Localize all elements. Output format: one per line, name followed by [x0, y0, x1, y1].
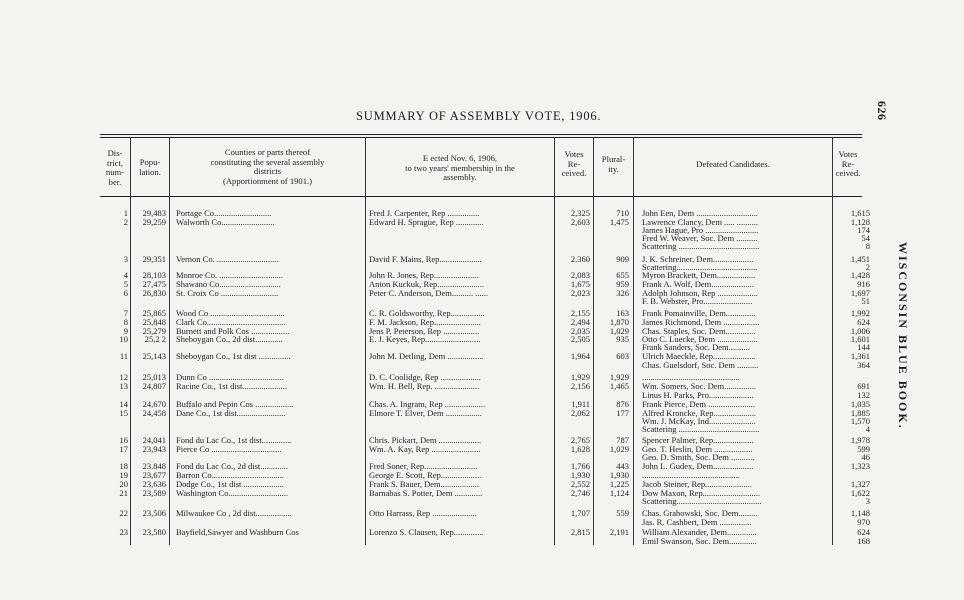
defeated-votes-cell: 54 — [861, 233, 870, 243]
defeated-candidate-cell: .............................................. — [642, 372, 740, 382]
elected-candidate-cell: Elmore T. Elver, Dem ................. — [369, 408, 482, 418]
district-cell: 4 — [123, 270, 128, 280]
votes-received-cell: 1,929 — [570, 372, 590, 382]
defeated-candidate-cell: James Richmond, Dem ................. — [642, 317, 760, 327]
district-cell: 22 — [119, 508, 128, 518]
defeated-candidate-cell: William Alexander, Dem.............. — [642, 527, 757, 537]
votes-received-cell: 1,628 — [570, 444, 590, 454]
defeated-votes-cell: 1,327 — [850, 479, 870, 489]
population-cell: 24,807 — [142, 381, 166, 391]
county-cell: Dane Co., 1st dist....................... — [176, 408, 286, 418]
defeated-votes-cell: 144 — [857, 342, 870, 352]
defeated-candidate-cell: Geo. T. Heslin, Dem .................. — [642, 444, 753, 454]
defeated-votes-cell: 624 — [857, 527, 870, 537]
defeated-votes-cell: 1,697 — [850, 288, 870, 298]
defeated-candidate-cell: Frank A. Wolf, Dem.................... — [642, 279, 754, 289]
plurality-cell: 935 — [616, 334, 629, 344]
plurality-cell: 1,029 — [609, 326, 629, 336]
plurality-cell: 1,475 — [609, 217, 629, 227]
district-cell: 8 — [123, 317, 128, 327]
votes-received-cell: 2,765 — [570, 435, 590, 445]
district-cell: 20 — [119, 479, 128, 489]
defeated-votes-cell: 1,006 — [850, 326, 870, 336]
defeated-candidate-cell: John Een, Dem ............................. — [642, 208, 758, 218]
district-cell: 16 — [119, 435, 128, 445]
county-cell: Dunn Co ................................... — [176, 372, 284, 382]
defeated-candidate-cell: Frank Pomainville, Dem.............. — [642, 308, 756, 318]
defeated-candidate-cell: Linus H. Parks, Pro..................... — [642, 390, 754, 400]
votes-received-cell: 2,325 — [570, 208, 590, 218]
plurality-cell: 787 — [616, 435, 629, 445]
header-elected: E ected Nov. 6, 1906, to two years' membership in the assembly. — [405, 153, 515, 182]
plurality-cell: 1,870 — [609, 317, 629, 327]
county-cell: St. Croix Co ........................... — [176, 288, 279, 298]
plurality-cell: 1,465 — [609, 381, 629, 391]
plurality-cell: 443 — [616, 461, 629, 471]
votes-received-cell: 2,746 — [570, 488, 590, 498]
district-cell: 12 — [119, 372, 128, 382]
population-cell: 25,143 — [142, 351, 166, 361]
elected-candidate-cell: Jens P. Peterson, Rep ................. — [369, 326, 480, 336]
population-cell: 23,580 — [142, 527, 166, 537]
votes-received-cell: 2,035 — [570, 326, 590, 336]
top-rule-inner — [100, 137, 862, 138]
header-population: Popu- lation. — [139, 157, 161, 177]
table-row — [0, 296, 964, 306]
defeated-candidate-cell: Scattering ...................................... — [642, 241, 760, 251]
county-cell: Monroe Co. .............................. — [176, 270, 283, 280]
header-votes-received-defeated: Votes Re- ceived. — [835, 149, 861, 178]
county-cell: Walworth Co......................... — [176, 217, 275, 227]
table-row — [0, 424, 964, 434]
defeated-candidate-cell: Emil Swanson, Soc. Dem............. — [642, 536, 757, 546]
district-cell: 21 — [119, 488, 128, 498]
defeated-votes-cell: 916 — [857, 279, 870, 289]
defeated-candidate-cell: Wm. J. McKay, Ind...................... — [642, 416, 756, 426]
votes-received-cell: 1,675 — [570, 279, 590, 289]
elected-candidate-cell: John R. Jones, Rep..................... — [369, 270, 479, 280]
plurality-cell: 876 — [616, 399, 629, 409]
votes-received-cell: 1,911 — [571, 399, 590, 409]
plurality-cell: 163 — [616, 308, 629, 318]
votes-received-cell: 2,552 — [570, 479, 590, 489]
defeated-candidate-cell: Frank Pierce, Dem ...................... — [642, 399, 755, 409]
defeated-candidate-cell: Geo. D. Smith, Soc. Dem ........... — [642, 452, 755, 462]
county-cell: Barron Co.................................. — [176, 470, 284, 480]
votes-received-cell: 2,505 — [570, 334, 590, 344]
top-rule — [100, 134, 862, 135]
page-title: SUMMARY OF ASSEMBLY VOTE, 1906. — [356, 109, 602, 123]
county-cell: Pierce Co ................................. — [176, 444, 282, 454]
defeated-votes-cell: 1,128 — [850, 217, 870, 227]
county-cell: Wood Co ................................... — [176, 308, 285, 318]
county-cell: Vernon Co. ............................. — [176, 254, 279, 264]
county-cell: Buffalo and Pepin Cos .................. — [176, 399, 294, 409]
county-cell: Portage Co........................... — [176, 208, 272, 218]
defeated-candidate-cell: Fred W. Weaver, Soc. Dem .......... — [642, 233, 758, 243]
population-cell: 25,848 — [142, 317, 166, 327]
elected-candidate-cell: Frank S. Bauer, Dem.................. — [369, 479, 479, 489]
elected-candidate-cell: Otto Harrass, Rep ..................... — [369, 508, 477, 518]
defeated-candidate-cell: Adolph Johnson, Rep ................... — [642, 288, 758, 298]
defeated-candidate-cell: Jas. R. Cashbert, Dem ............... — [642, 517, 752, 527]
defeated-candidate-cell: F. B. Webster, Pro....................... — [642, 296, 753, 306]
population-cell: 23,677 — [142, 470, 166, 480]
population-cell: 25,279 — [142, 326, 166, 336]
county-cell: Fond du Lac Co., 2d dist............. — [176, 461, 288, 471]
elected-candidate-cell: Wm. H. Bell, Rep. ..................... — [369, 381, 480, 391]
county-cell: Clark Co..................................... — [176, 317, 286, 327]
table-row — [0, 241, 964, 251]
defeated-votes-cell: 4 — [865, 424, 870, 434]
plurality-cell: 1,225 — [609, 479, 629, 489]
population-cell: 28,103 — [142, 270, 166, 280]
plurality-cell: 1,029 — [609, 444, 629, 454]
district-cell: 1 — [123, 208, 128, 218]
elected-candidate-cell: Wm. A. Kay, Rep ....................... — [369, 444, 481, 454]
plurality-cell: 326 — [616, 288, 629, 298]
votes-received-cell: 1,707 — [570, 508, 590, 518]
population-cell: 26,830 — [142, 288, 166, 298]
population-cell: 29,483 — [142, 208, 166, 218]
votes-received-cell: 2.360 — [570, 254, 590, 264]
defeated-votes-cell: 364 — [857, 360, 870, 370]
population-cell: 24,670 — [142, 399, 166, 409]
votes-received-cell: 2,062 — [570, 408, 590, 418]
population-cell: 25,865 — [142, 308, 166, 318]
district-cell: 18 — [119, 461, 128, 471]
plurality-cell: 655 — [616, 270, 629, 280]
county-cell: Racine Co., 1st dist..................... — [176, 381, 287, 391]
district-cell: 14 — [119, 399, 128, 409]
defeated-votes-cell: 168 — [857, 536, 870, 546]
population-cell: 25,2 2 — [144, 334, 166, 344]
defeated-votes-cell: 1,035 — [850, 399, 870, 409]
defeated-votes-cell: 8 — [865, 241, 870, 251]
elected-candidate-cell: Anton Kuckuk, Rep...................... — [369, 279, 484, 289]
defeated-votes-cell: 174 — [857, 225, 870, 235]
elected-candidate-cell: Fred Soner, Rep......................... — [369, 461, 478, 471]
defeated-candidate-cell: John L. Gudex, Dem................... — [642, 461, 754, 471]
table-row — [0, 360, 964, 370]
plurality-cell: 1,930 — [609, 470, 629, 480]
header-defeated: Defeated Candidates. — [696, 159, 770, 169]
elected-candidate-cell: F. M. Jackson, Rep...................... — [369, 317, 481, 327]
population-cell: 29,259 — [142, 217, 166, 227]
county-cell: Fond du Lac Co., 1st dist.............. — [176, 435, 292, 445]
defeated-votes-cell: 1,978 — [850, 435, 870, 445]
votes-received-cell: 2,815 — [570, 527, 590, 537]
county-cell: Milwaukee Co , 2d dist................. — [176, 508, 292, 518]
defeated-candidate-cell: James Hague, Pro ......................... — [642, 225, 759, 235]
elected-candidate-cell: E. J. Keyes, Rep.......................... — [369, 334, 481, 344]
district-cell: 17 — [119, 444, 128, 454]
plurality-cell: 559 — [616, 508, 629, 518]
defeated-votes-cell: 970 — [857, 517, 870, 527]
elected-candidate-cell: George E. Scott, Rep................... — [369, 470, 482, 480]
defeated-votes-cell: 1,601 — [850, 334, 870, 344]
district-cell: 19 — [119, 470, 128, 480]
votes-received-cell: 2,023 — [570, 288, 590, 298]
defeated-votes-cell: 1,323 — [850, 461, 870, 471]
table-row — [0, 496, 964, 506]
defeated-candidate-cell: .............................................. — [642, 470, 740, 480]
defeated-votes-cell: 691 — [857, 381, 870, 391]
defeated-votes-cell: 2 — [865, 262, 870, 272]
defeated-candidate-cell: Scattering...................................... — [642, 262, 758, 272]
votes-received-cell: 2,494 — [570, 317, 590, 327]
defeated-votes-cell: 46 — [861, 452, 870, 462]
plurality-cell: 959 — [616, 279, 629, 289]
county-cell: Shawano Co............................. — [176, 279, 281, 289]
defeated-votes-cell: 3 — [865, 496, 870, 506]
header-votes-received: Votes Re- ceived. — [561, 149, 587, 178]
population-cell: 23,636 — [142, 479, 166, 489]
plurality-cell: 710 — [616, 208, 629, 218]
defeated-votes-cell: 1,428 — [850, 270, 870, 280]
population-cell: 23,589 — [142, 488, 166, 498]
votes-received-cell: 2,156 — [570, 381, 590, 391]
county-cell: Sheboygan Co., 2d dist............. — [176, 334, 283, 344]
defeated-candidate-cell: Spencer Palmer, Rep................... — [642, 435, 754, 445]
elected-candidate-cell: Chris. Pickart, Dem .................... — [369, 435, 482, 445]
population-cell: 29,351 — [142, 254, 166, 264]
votes-received-cell: 1,766 — [570, 461, 590, 471]
elected-candidate-cell: C. R. Goldsworthy, Rep................ — [369, 308, 485, 318]
district-cell: 10 — [119, 334, 128, 344]
defeated-votes-cell: 51 — [861, 296, 870, 306]
population-cell: 25,013 — [142, 372, 166, 382]
header-rule — [100, 196, 862, 197]
header-counties: Counties or parts thereof constituting the several assembly districts (Apportionment of 1901.) — [210, 147, 325, 186]
elected-candidate-cell: Fred J. Carpenter, Rep ............... — [369, 208, 480, 218]
defeated-votes-cell: 1,992 — [850, 308, 870, 318]
district-cell: 23 — [119, 527, 128, 537]
district-cell: 5 — [123, 279, 128, 289]
defeated-candidate-cell: J. K. Schreiner, Dem................... — [642, 254, 754, 264]
plurality-cell: 1,929 — [609, 372, 629, 382]
district-cell: 2 — [123, 217, 128, 227]
district-cell: 9 — [123, 326, 128, 336]
population-cell: 23,943 — [142, 444, 166, 454]
plurality-cell: 603 — [616, 351, 629, 361]
defeated-candidate-cell: Jacob Steiner, Rep...................... — [642, 479, 752, 489]
defeated-votes-cell: 1,451 — [850, 254, 870, 264]
defeated-candidate-cell: Frank Sanders, Soc. Dem.......... — [642, 342, 750, 352]
population-cell: 23,506 — [142, 508, 166, 518]
defeated-candidate-cell: Chas. Guelsdorf, Soc. Dem .......... — [642, 360, 759, 370]
defeated-votes-cell: 1,570 — [850, 416, 870, 426]
defeated-candidate-cell: Wm. Somers, Soc. Dem............... — [642, 381, 757, 391]
defeated-candidate-cell: Lawrence Clancy, Dem ..... .......... — [642, 217, 759, 227]
defeated-candidate-cell: Scattering ...................................... — [642, 424, 760, 434]
defeated-candidate-cell: Dow Maxon, Rep........................... — [642, 488, 761, 498]
county-cell: Bayfield,Sawyer and Washburn Cos — [176, 527, 299, 537]
votes-received-cell: 2,155 — [570, 308, 590, 318]
population-cell: 27,475 — [142, 279, 166, 289]
header-plurality: Plural- ity. — [601, 154, 626, 174]
population-cell: 24,458 — [142, 408, 166, 418]
elected-candidate-cell: David F. Mains, Rep.................... — [369, 254, 482, 264]
defeated-votes-cell: 624 — [857, 317, 870, 327]
defeated-candidate-cell: Myron Brackett, Dem.................. — [642, 270, 756, 280]
defeated-votes-cell: 1,885 — [850, 408, 870, 418]
elected-candidate-cell: Barnabas S. Potter, Dem ............. — [369, 488, 483, 498]
population-cell: 23.848 — [142, 461, 166, 471]
defeated-candidate-cell: Scattering........................................ — [642, 496, 762, 506]
district-cell: 6 — [123, 288, 128, 298]
county-cell: Burnett and Polk Cos .................. — [176, 326, 290, 336]
district-cell: 13 — [119, 381, 128, 391]
defeated-votes-cell: 132 — [857, 390, 870, 400]
plurality-cell: 909 — [616, 254, 629, 264]
elected-candidate-cell: Edward H. Sprague, Rep ............. — [369, 217, 484, 227]
header-district: Dis- trict, num- ber. — [105, 148, 125, 187]
votes-received-cell: 2,083 — [570, 270, 590, 280]
district-cell: 11 — [119, 351, 128, 361]
defeated-votes-cell: 1,148 — [850, 508, 870, 518]
defeated-votes-cell: 1,615 — [850, 208, 870, 218]
defeated-candidate-cell: Chas. Grabowski, Soc. Dem......... — [642, 508, 758, 518]
defeated-votes-cell: 1,361 — [850, 351, 870, 361]
defeated-votes-cell: 599 — [857, 444, 870, 454]
elected-candidate-cell: Peter C. Anderson, Dem.......... ...... — [369, 288, 488, 298]
defeated-candidate-cell: Ulrich Maeckle, Rep.................... — [642, 351, 756, 361]
votes-received-cell: 2,603 — [570, 217, 590, 227]
elected-candidate-cell: John M. Detling, Dem ................. — [369, 351, 484, 361]
defeated-candidate-cell: Otto C. Luecke, Dem ................... — [642, 334, 758, 344]
plurality-cell: 177 — [616, 408, 629, 418]
population-cell: 24,041 — [142, 435, 166, 445]
defeated-votes-cell: 1,622 — [850, 488, 870, 498]
county-cell: Washington Co............................ — [176, 488, 288, 498]
district-cell: 7 — [123, 308, 128, 318]
district-cell: 15 — [119, 408, 128, 418]
plurality-cell: 1,124 — [609, 488, 629, 498]
elected-candidate-cell: D. C. Coolidge, Rep ................... — [369, 372, 481, 382]
plurality-cell: 2,191 — [609, 527, 629, 537]
votes-received-cell: 1,930 — [570, 470, 590, 480]
defeated-candidate-cell: Alfred Kroncke, Rep.................... — [642, 408, 757, 418]
table-row — [0, 517, 964, 527]
elected-candidate-cell: Lorenzo S. Clausen, Rep.............. — [369, 527, 484, 537]
table-row — [0, 536, 964, 546]
page-number: 626 — [875, 101, 889, 121]
county-cell: Sheboygan Co., 1st dist ............... — [176, 351, 291, 361]
county-cell: Dodge Co., 1st dist ................... — [176, 479, 284, 489]
elected-candidate-cell: Chas. A. Ingram, Rep ................... — [369, 399, 486, 409]
defeated-candidate-cell: Chas. Staples, Soc. Dem.............. — [642, 326, 756, 336]
running-head: WISCONSIN BLUE BOOK. — [896, 242, 910, 430]
district-cell: 3 — [123, 254, 128, 264]
votes-received-cell: 1,964 — [570, 351, 590, 361]
